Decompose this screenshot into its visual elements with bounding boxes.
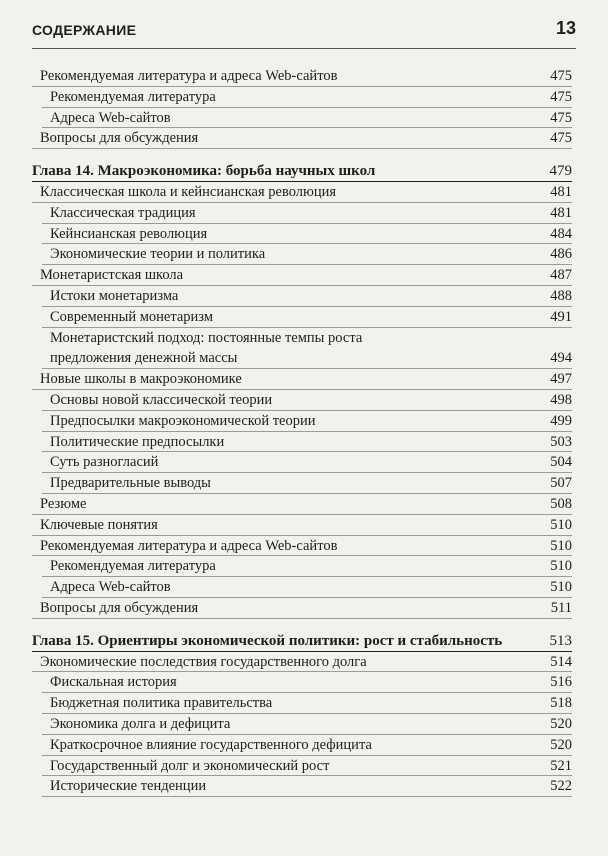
toc-entry-title: Адреса Web-сайтов [50,109,171,126]
toc-subsection[interactable] [32,672,572,693]
toc-subsection[interactable] [32,390,572,411]
toc-entry-title: Истоки монетаризма [50,287,179,304]
toc-page-number: 479 [549,163,572,180]
toc-subsection[interactable] [32,286,572,307]
toc-entry-title: Вопросы для обсуждения [40,599,199,616]
chapter-gap [32,619,572,631]
entry-rule [32,148,572,149]
toc-entry-title: Вопросы для обсуждения [40,130,199,147]
toc-subsection[interactable] [32,224,572,245]
toc-entry-title: Политические предпосылки [50,433,225,450]
toc-entry-title-continued: предложения денежной массы [50,350,238,367]
table-of-contents [32,66,572,797]
toc-section[interactable] [32,128,572,149]
header-rule [32,48,576,49]
toc-page-number: 494 [550,350,572,367]
toc-subsection[interactable] [32,87,572,108]
toc-section[interactable] [32,515,572,536]
toc-page-number: 498 [550,391,572,408]
toc-page-number: 475 [550,109,572,126]
toc-entry-title: Монетаристский подход: постоянные темпы роста [50,329,363,346]
toc-entry-title: Рекомендуемая литература и адреса Web-сайтов [40,68,338,84]
toc-page-number: 516 [550,674,572,691]
toc-entry-title: Монетаристская школа [40,267,184,284]
toc-section[interactable] [32,494,572,515]
toc-chapter[interactable] [32,631,572,652]
toc-entry-title: Рекомендуемая литература и адреса Web-сайтов [40,537,338,554]
toc-page-number: 520 [550,715,572,732]
toc-subsection[interactable] [32,776,572,797]
toc-entry-title: Современный монетаризм [50,308,213,325]
toc-entry-title: Суть разногласий [50,454,159,471]
toc-page-number: 513 [549,632,572,649]
toc-subsection[interactable] [32,108,572,129]
toc-subsection[interactable] [32,756,572,777]
toc-entry-title: Рекомендуемая литература [50,88,216,105]
toc-page-number: 481 [550,204,572,221]
toc-entry-title: Экономика долга и дефицита [50,715,231,732]
toc-entry-title: Глава 14. Макроэкономика: борьба научных школ [32,163,376,180]
toc-chapter[interactable] [32,161,572,182]
toc-subsection[interactable] [32,411,572,432]
toc-subsection[interactable] [32,432,572,453]
toc-entry-title: Глава 15. Ориентиры экономической политики: рост и стабильность [32,632,503,649]
toc-entry-title: Фискальная история [50,674,177,691]
toc-subsection[interactable] [32,735,572,756]
toc-section[interactable] [32,182,572,203]
toc-page-number: 507 [550,475,572,492]
toc-entry-title: Предварительные выводы [50,475,211,492]
toc-subsection[interactable] [32,328,572,370]
entry-rule [42,796,572,797]
toc-subsection[interactable] [32,473,572,494]
chapter-gap [32,149,572,161]
toc-page-number: 488 [550,287,572,304]
toc-subsection[interactable] [32,693,572,714]
toc-section[interactable] [32,652,572,673]
toc-subsection[interactable] [32,244,572,265]
running-title: СОДЕРЖАНИЕ [32,22,137,38]
toc-page-number: 508 [550,495,572,512]
toc-entry-title: Экономические теории и политика [50,246,266,263]
toc-entry-title: Краткосрочное влияние государственного дефицита [50,736,372,753]
toc-page-number: 522 [550,778,572,795]
toc-page-number: 510 [550,579,572,596]
toc-entry-title: Новые школы в макроэкономике [40,371,242,388]
page-header [0,0,608,50]
toc-entry-title: Экономические последствия государственного долга [40,653,367,670]
toc-page-number: 521 [550,757,572,774]
toc-entry-title: Классическая традиция [50,204,196,221]
toc-page-number: 475 [550,68,572,84]
toc-page-number: 503 [550,433,572,450]
toc-section[interactable] [32,536,572,557]
toc-entry-title: Рекомендуемая литература [50,558,216,575]
toc-page-number: 484 [550,225,572,242]
toc-section[interactable] [32,598,572,619]
toc-section[interactable] [32,66,572,87]
toc-page-number: 486 [550,246,572,263]
toc-subsection[interactable] [32,714,572,735]
toc-section[interactable] [32,369,572,390]
toc-page-number: 511 [550,599,572,616]
toc-entry-title: Адреса Web-сайтов [50,579,171,596]
toc-subsection[interactable] [32,203,572,224]
toc-page-number: 518 [550,695,572,712]
toc-page-number: 510 [550,537,572,554]
toc-page-number: 481 [550,183,572,200]
toc-entry-title: Государственный долг и экономический рост [50,757,330,774]
toc-page-number: 504 [550,454,572,471]
toc-page-number: 487 [550,267,572,284]
toc-section[interactable] [32,265,572,286]
toc-entry-title: Резюме [40,495,87,512]
toc-subsection[interactable] [32,307,572,328]
toc-entry-title: Кейнсианская революция [50,225,208,242]
toc-entry-title: Ключевые понятия [40,516,158,533]
entry-rule [32,618,572,619]
toc-page-number: 497 [550,371,572,388]
toc-page-number: 475 [550,88,572,105]
toc-entry-title: Основы новой классической теории [50,391,273,408]
toc-page-number: 475 [550,130,572,147]
toc-entry-title: Исторические тенденции [50,778,207,795]
toc-entry-title: Классическая школа и кейнсианская революция [40,183,337,200]
toc-entry-title: Предпосылки макроэкономической теории [50,412,316,429]
toc-subsection[interactable] [32,452,572,473]
toc-page-number: 510 [550,516,572,533]
page-number: 13 [555,18,576,38]
toc-subsection[interactable] [32,577,572,598]
toc-page-number: 520 [550,736,572,753]
toc-page-number: 491 [550,308,572,325]
toc-subsection[interactable] [32,556,572,577]
toc-page-number: 514 [550,653,572,670]
toc-page-number: 510 [550,558,572,575]
toc-page-number: 499 [550,412,572,429]
toc-entry-title: Бюджетная политика правительства [50,695,273,712]
